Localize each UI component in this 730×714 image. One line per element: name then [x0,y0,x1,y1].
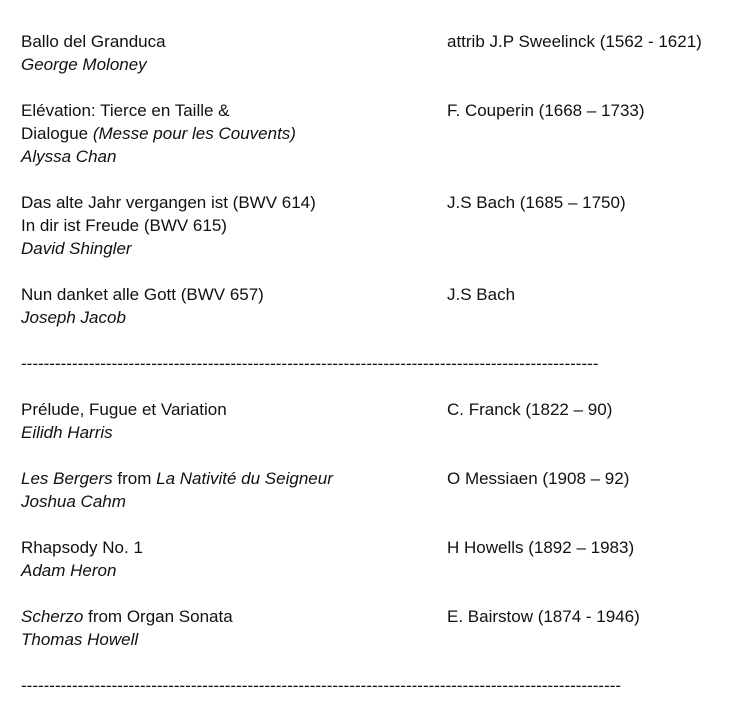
piece-title-italic: (Messe pour les Couvents) [92,124,296,143]
performer: Eilidh Harris [21,423,113,442]
piece-title: Rhapsody No. 1 [21,538,143,557]
section-divider: ------------------------------------------------------------------------------------------------------ [21,354,599,373]
piece-title-italic: Scherzo [21,607,84,626]
composer: F. Couperin (1668 – 1733) [447,101,645,120]
piece-title: Das alte Jahr vergangen ist (BWV 614) [21,193,316,212]
performer: Adam Heron [21,561,117,580]
composer: O Messiaen (1908 – 92) [447,469,630,488]
piece-title-italic: Les Bergers [21,469,113,488]
programme-item [21,605,721,651]
performer: Joshua Cahm [21,492,126,511]
performer: Thomas Howell [21,630,139,649]
programme-item [21,283,721,329]
concert-programme [21,30,721,697]
piece-title: Ballo del Granduca [21,32,166,51]
composer: J.S Bach (1685 – 1750) [447,193,626,212]
piece-title [21,122,721,145]
piece-title: In dir ist Freude (BWV 615) [21,216,227,235]
programme-item [21,191,721,260]
composer: attrib J.P Sweelinck (1562 - 1621) [447,32,702,51]
programme-item [21,467,721,513]
composer: J.S Bach [447,285,516,304]
piece-title-part: from Organ Sonata [83,607,233,626]
piece-title: Prélude, Fugue et Variation [21,400,227,419]
composer: H Howells (1892 – 1983) [447,538,635,557]
programme-item [21,30,721,76]
composer: C. Franck (1822 – 90) [447,400,613,419]
performer: Joseph Jacob [21,308,126,327]
piece-title: Elévation: Tierce en Taille & [21,101,230,120]
performer: David Shingler [21,239,132,258]
programme-item [21,398,721,444]
piece-title-italic: La Nativité du Seigneur [156,469,333,488]
programme-item [21,536,721,582]
performer: George Moloney [21,55,147,74]
composer: E. Bairstow (1874 - 1946) [447,607,640,626]
piece-title-part: Dialogue [21,124,93,143]
programme-item [21,99,721,168]
piece-title: Nun danket alle Gott (BWV 657) [21,285,264,304]
performer: Alyssa Chan [21,147,117,166]
piece-title-part: from [112,469,157,488]
section-divider: ---------------------------------------------------------------------------------------------------------- [21,676,622,695]
